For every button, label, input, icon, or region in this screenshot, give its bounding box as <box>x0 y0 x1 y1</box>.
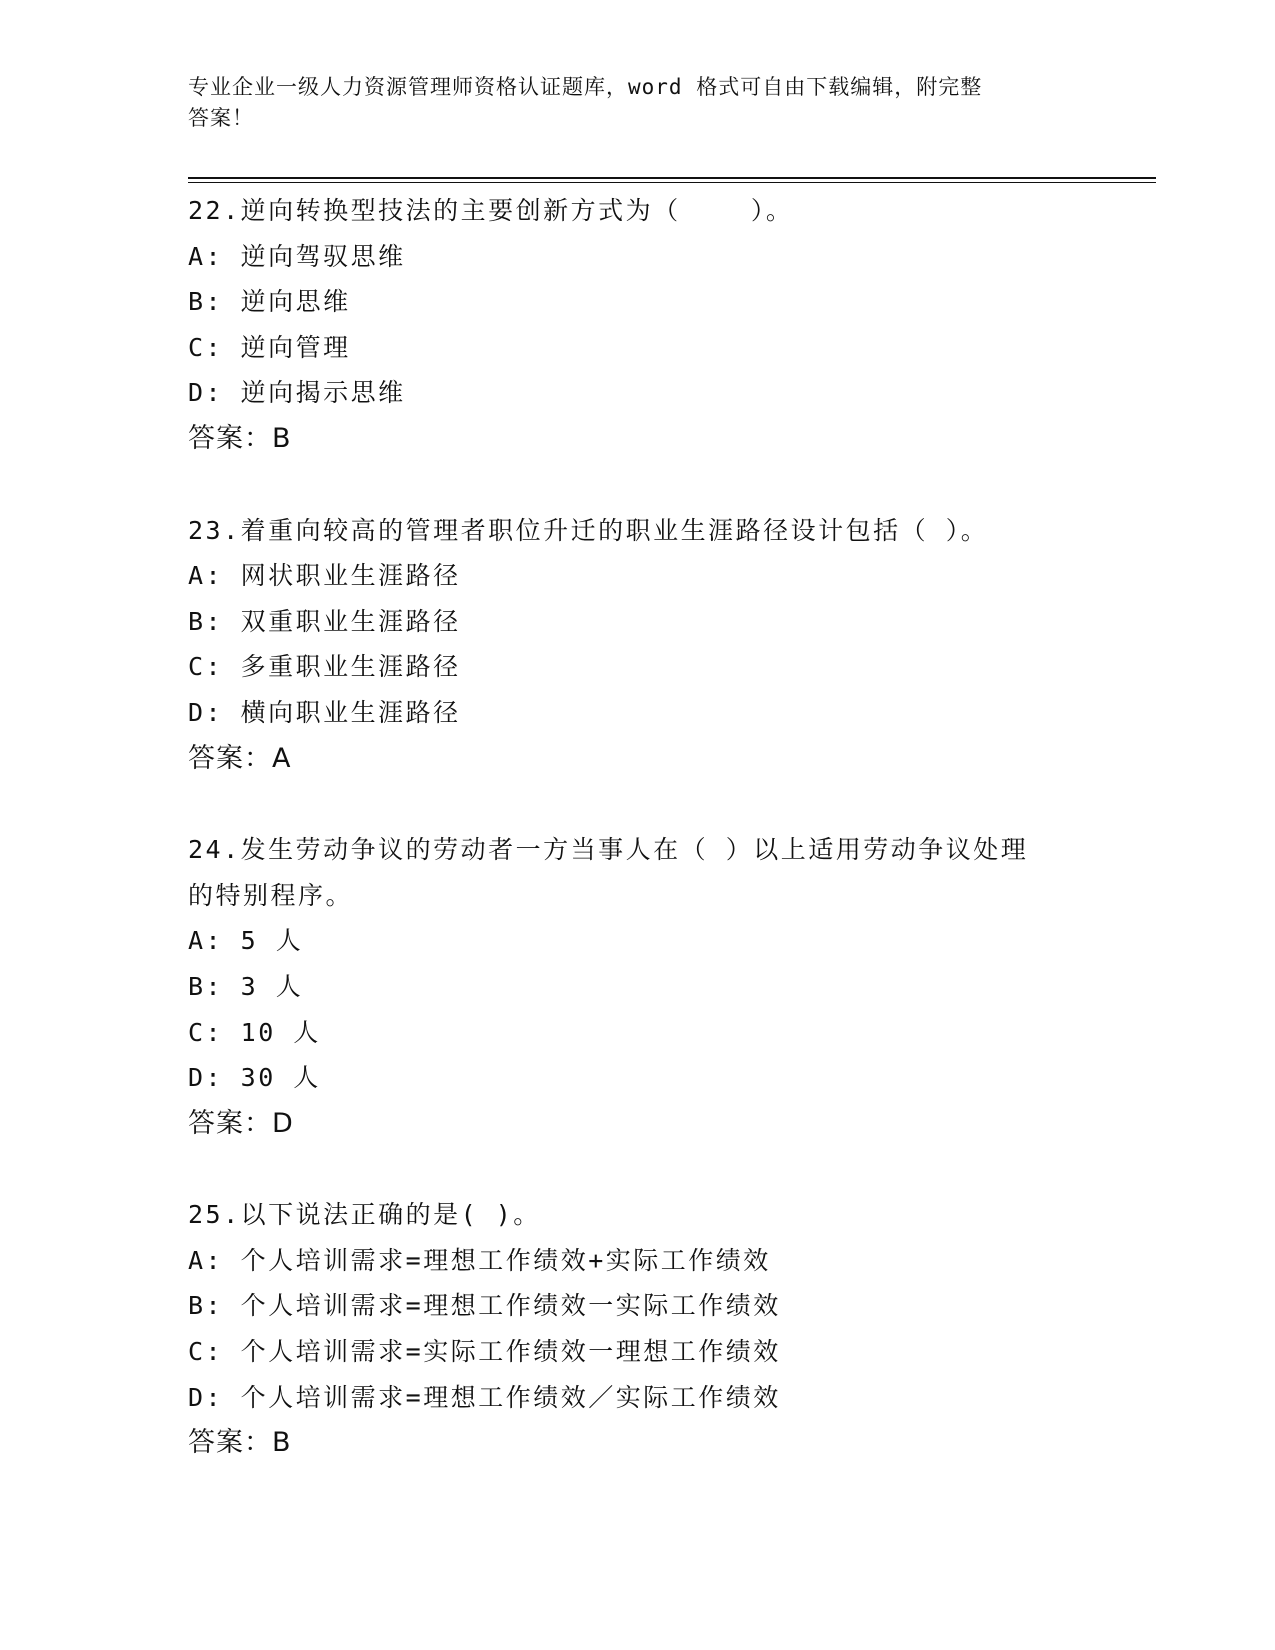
header-divider-thick <box>188 177 1156 179</box>
answer-text: 答案：B <box>188 1427 292 1459</box>
option-a: A: 5 人 <box>188 926 304 956</box>
option-d: D: 横向职业生涯路径 <box>188 697 461 727</box>
question-stem: 22.逆向转换型技法的主要创新方式为（ ）。 <box>188 196 794 225</box>
question-stem: 25.以下说法正确的是( )。 <box>188 1200 541 1230</box>
option-c: C: 个人培训需求=实际工作绩效一理想工作绩效 <box>188 1337 781 1367</box>
header-line-2: 答案！ <box>188 106 254 130</box>
question-23 <box>188 508 1088 782</box>
answer-text: 答案：D <box>188 1107 294 1139</box>
option-b: B: 双重职业生涯路径 <box>188 606 461 636</box>
option-d: D: 逆向揭示思维 <box>188 378 406 408</box>
header-divider-thin <box>188 182 1156 183</box>
answer-text: 答案：B <box>188 422 292 454</box>
option-d: D: 30 人 <box>188 1063 321 1093</box>
option-c: C: 多重职业生涯路径 <box>188 652 461 682</box>
document-header <box>188 72 1088 134</box>
question-stem-continued: 的特别程序。 <box>188 880 354 910</box>
option-a: A: 个人培训需求=理想工作绩效+实际工作绩效 <box>188 1245 771 1275</box>
answer-text: 答案：A <box>188 742 292 774</box>
question-stem: 24.发生劳动争议的劳动者一方当事人在（ ）以上适用劳动争议处理 <box>188 835 1029 865</box>
option-b: B: 3 人 <box>188 971 304 1001</box>
header-line-1: 专业企业一级人力资源管理师资格认证题库，word 格式可自由下载编辑，附完整 <box>188 75 983 99</box>
question-list <box>188 188 1088 1512</box>
option-a: A: 网状职业生涯路径 <box>188 561 461 591</box>
question-22 <box>188 188 1088 462</box>
question-25 <box>188 1192 1088 1466</box>
option-b: B: 逆向思维 <box>188 287 351 317</box>
option-c: C: 逆向管理 <box>188 332 351 362</box>
option-a: A: 逆向驾驭思维 <box>188 241 406 271</box>
option-d: D: 个人培训需求=理想工作绩效／实际工作绩效 <box>188 1382 781 1412</box>
question-24 <box>188 827 1088 1146</box>
option-b: B: 个人培训需求=理想工作绩效一实际工作绩效 <box>188 1291 781 1321</box>
question-stem: 23.着重向较高的管理者职位升迁的职业生涯路径设计包括（ ）。 <box>188 515 989 545</box>
option-c: C: 10 人 <box>188 1017 321 1047</box>
